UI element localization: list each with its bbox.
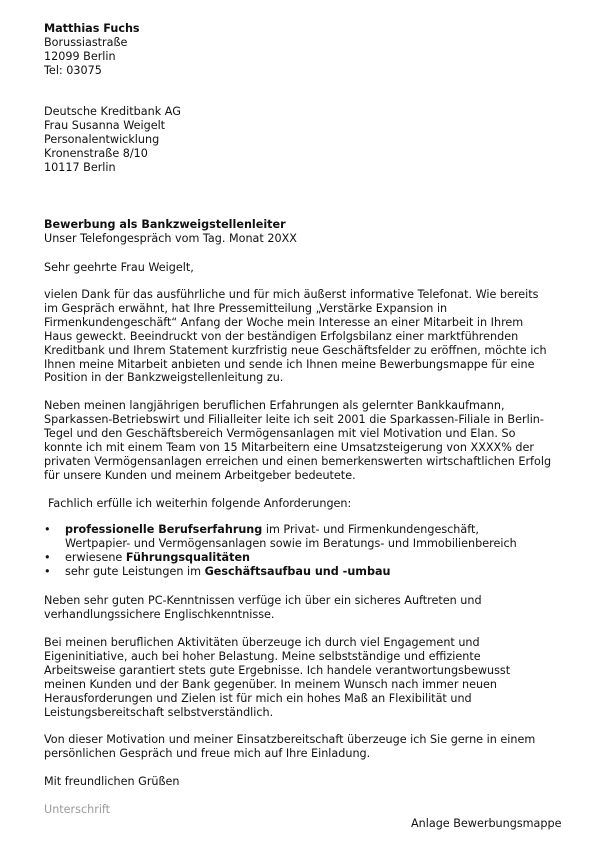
paragraph-line: Neben sehr guten PC-Kenntnissen verfüge ich über ein sicheres Auftreten und [44,594,482,607]
bullet-emphasis: Geschäftsaufbau und -umbau [204,564,391,578]
subject-title: Bewerbung als Bankzweigstellenleiter [44,218,286,231]
recipient-street: Kronenstraße 8/10 [44,146,148,160]
paragraph-experience [44,399,551,482]
signature-placeholder [44,803,110,817]
paragraph-line: Position in der Bankzweigstellenleitung zu. [44,371,284,385]
recipient-city: 10117 Berlin [44,160,116,174]
paragraph-line: konnte ich mit einem Team von 15 Mitarbeitern eine Umsatzsteigerung von XXXX% der [44,440,534,454]
recipient-address-block [44,105,181,175]
recipient-company: Deutsche Kreditbank AG [44,105,181,118]
bullet-symbol: • [44,550,51,564]
paragraph-line: Bei meinen beruflichen Aktivitäten überzeuge ich durch viel Engagement und [44,636,480,649]
paragraph-line: Von dieser Motivation und meiner Einsatzbereitschaft überzeuge ich Sie gerne in einem [44,733,536,746]
salutation-text: Sehr geehrte Frau Weigelt, [44,261,194,274]
paragraph-line: Leistungsbereitschaft selbstverständlich. [44,705,274,719]
list-item [44,523,564,551]
list-item [44,565,564,579]
paragraph-line: Eigeninitiative, auch bei hoher Belastung. Meine selbstständige und effiziente [44,649,481,663]
subject-block [44,218,297,246]
paragraph-intro [44,288,547,385]
paragraph-line: Ihnen meine Mitarbeit anbieten und sende ich Ihnen meine Bewerbungsmappe für eine [44,357,535,371]
paragraph-line: Firmenkundengeschäft“ Anfang der Woche mein Interesse an einer Mitarbeit in Ihrem [44,315,524,329]
bullet-text: im Privat- und Firmenkundengeschäft, [262,523,479,536]
bullet-emphasis: Führungsqualitäten [125,550,250,564]
paragraph-line: Sparkassen-Betriebswirt und Filialleiter leite ich seit 2001 die Sparkassen-Filiale in Berlin- [44,412,544,426]
paragraph-line: für unsere Kunden und meinem Arbeitgeber bedeutete. [44,468,356,482]
paragraph-line: Tegel und den Geschäftsbereich Vermögensanlagen mit viel Motivation und Elan. So [44,426,516,440]
attachment-text: Anlage Bewerbungsmappe [411,817,562,830]
bullet-emphasis: professionelle Berufserfahrung [65,523,263,536]
closing-text: Mit freundlichen Grüßen [44,775,180,788]
paragraph-closing-statement [44,733,535,761]
closing-formula [44,775,180,789]
paragraph-line: Herausforderungen und Zielen ist für mich ein hohes Maß an Flexibilität und [44,691,472,705]
recipient-person: Frau Susanna Weigelt [44,118,166,132]
paragraph-line: Fachlich erfülle ich weiterhin folgende Anforderungen: [48,497,352,510]
paragraph-line: meinen Kunden und der Bank gegenüber. In meinem Wunsch nach immer neuen [44,677,498,691]
paragraph-line: im Gespräch erwähnt, hat Ihre Pressemitteilung „Verstärke Expansion in [44,301,448,315]
paragraph-line: vielen Dank für das ausführliche und für mich äußerst informative Telefonat. Wie bereits [44,288,539,301]
bullet-text: erwiesene [65,550,126,564]
paragraph-line: Haus geweckt. Beeindruckt von der beständigen Erfolgsbilanz einer marktführenden [44,329,519,343]
attachment-note [411,817,562,831]
subject-reference: Unser Telefongespräch vom Tag. Monat 20XX [44,231,297,245]
paragraph-line: Arbeitsweise garantiert stets gute Ergebnisse. Ich handele verantwortungsbewusst [44,663,511,677]
requirements-list [44,523,564,579]
paragraph-requirements-intro [48,497,351,511]
salutation [44,261,194,275]
bullet-text: Wertpapier- und Vermögensanlagen sowie im Beratungs- und Immobilienbereich [65,536,517,550]
paragraph-line: verhandlungssichere Englischkenntnisse. [44,607,275,621]
bullet-text: sehr gute Leistungen im [65,564,205,578]
paragraph-line: persönlichen Gespräch und freue mich auf Ihre Einladung. [44,746,371,760]
paragraph-line: Kreditbank und Ihrem Statement kurzfristig neue Geschäftsfelder zu eröffnen, möchte ich [44,343,547,357]
paragraph-skills [44,594,482,622]
sender-address-block [44,22,140,78]
paragraph-line: privaten Vermögensanlagen erreichen und einen bemerkenswerten wirtschaftlichen Erfolg [44,454,552,468]
sender-city: 12099 Berlin [44,49,116,63]
sender-phone: Tel: 03075 [44,63,102,77]
recipient-department: Personalentwicklung [44,132,160,146]
list-item [44,551,564,565]
bullet-symbol: • [44,564,51,578]
sender-street: Borussiastraße [44,35,128,49]
sender-name: Matthias Fuchs [44,22,140,35]
bullet-symbol: • [44,523,51,536]
paragraph-personality [44,636,510,719]
signature-text: Unterschrift [44,803,111,816]
paragraph-line: Neben meinen langjährigen beruflichen Erfahrungen als gelernter Bankkaufmann, [44,399,505,412]
